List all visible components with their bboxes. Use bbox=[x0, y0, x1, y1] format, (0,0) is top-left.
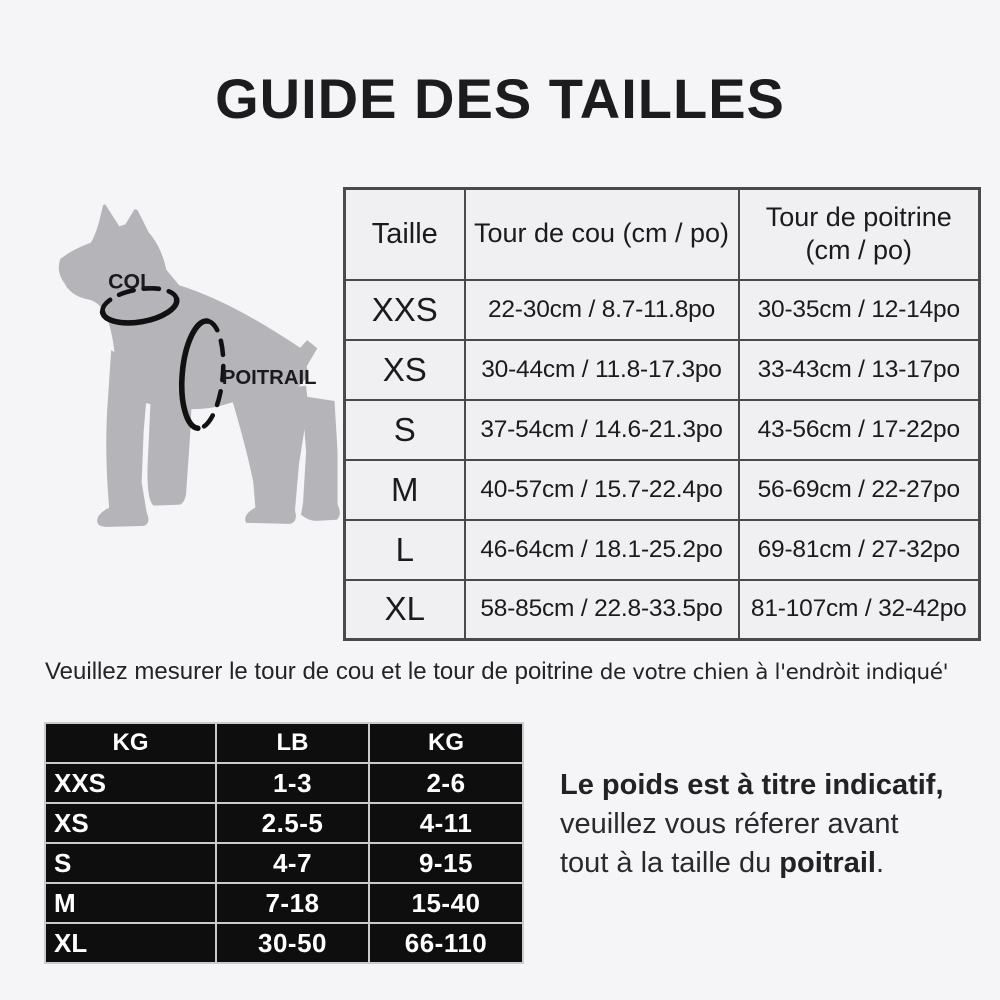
table-row bbox=[345, 340, 980, 400]
chest-value: 56-69cm / 22-27po bbox=[739, 460, 980, 520]
weight-note-line3-post: . bbox=[875, 847, 884, 879]
chest-value: 30-35cm / 12-14po bbox=[739, 280, 980, 340]
weight-lb-value: 4-7 bbox=[216, 843, 369, 883]
weight-lb-value: 1-3 bbox=[216, 763, 369, 803]
size-label: XXS bbox=[345, 280, 465, 340]
weight-header-kg-2: KG bbox=[369, 723, 523, 763]
table-row bbox=[45, 763, 523, 803]
chest-value: 81-107cm / 32-42po bbox=[739, 580, 980, 640]
table-row bbox=[45, 923, 523, 963]
weight-note-line2: veuillez vous réferer avant bbox=[560, 808, 899, 840]
weight-note-line3-bold: poitrail bbox=[779, 847, 876, 879]
size-label: XL bbox=[345, 580, 465, 640]
neck-value: 30-44cm / 11.8-17.3po bbox=[465, 340, 739, 400]
table-row bbox=[45, 843, 523, 883]
neck-value: 37-54cm / 14.6-21.3po bbox=[465, 400, 739, 460]
weight-kg-value: 15-40 bbox=[369, 883, 523, 923]
weight-table bbox=[44, 722, 524, 964]
dog-hind-leg bbox=[230, 386, 308, 524]
weight-size-label: XXS bbox=[45, 763, 216, 803]
header-tour-de-poitrine: Tour de poitrine (cm / po) bbox=[739, 189, 980, 280]
table-row bbox=[45, 803, 523, 843]
measuring-note bbox=[45, 658, 975, 686]
size-label: XS bbox=[345, 340, 465, 400]
weight-kg-value: 9-15 bbox=[369, 843, 523, 883]
measuring-note-part1: Veuillez mesurer le tour de cou et le tour de poitrine bbox=[45, 658, 594, 685]
table-row bbox=[345, 280, 980, 340]
chest-value: 33-43cm / 13-17po bbox=[739, 340, 980, 400]
table-row bbox=[345, 400, 980, 460]
weight-size-label: XL bbox=[45, 923, 216, 963]
header-taille: Taille bbox=[345, 189, 465, 280]
weight-size-label: M bbox=[45, 883, 216, 923]
table-row bbox=[345, 580, 980, 640]
dog-front-leg bbox=[97, 350, 149, 527]
size-table bbox=[343, 187, 981, 641]
neck-value: 46-64cm / 18.1-25.2po bbox=[465, 520, 739, 580]
dog-silhouette bbox=[52, 198, 347, 533]
size-label: L bbox=[345, 520, 465, 580]
weight-size-label: S bbox=[45, 843, 216, 883]
weight-note-line1: Le poids est à titre indicatif, bbox=[560, 769, 944, 801]
dog-front-leg-far bbox=[147, 376, 192, 506]
page-title: GUIDE DES TAILLES bbox=[215, 67, 785, 130]
collar-label: COL bbox=[108, 269, 154, 294]
size-label: M bbox=[345, 460, 465, 520]
neck-value: 58-85cm / 22.8-33.5po bbox=[465, 580, 739, 640]
weight-kg-value: 4-11 bbox=[369, 803, 523, 843]
size-label: S bbox=[345, 400, 465, 460]
chest-value: 69-81cm / 27-32po bbox=[739, 520, 980, 580]
neck-value: 40-57cm / 15.7-22.4po bbox=[465, 460, 739, 520]
header-tour-de-cou: Tour de cou (cm / po) bbox=[465, 189, 739, 280]
neck-value: 22-30cm / 8.7-11.8po bbox=[465, 280, 739, 340]
weight-kg-value: 2-6 bbox=[369, 763, 523, 803]
weight-lb-value: 7-18 bbox=[216, 883, 369, 923]
weight-lb-value: 2.5-5 bbox=[216, 803, 369, 843]
table-row bbox=[345, 460, 980, 520]
dog-hind-leg-far bbox=[301, 396, 340, 521]
weight-indicative-note bbox=[560, 766, 990, 883]
chest-value: 43-56cm / 17-22po bbox=[739, 400, 980, 460]
weight-lb-value: 30-50 bbox=[216, 923, 369, 963]
chest-label: POITRAIL bbox=[221, 366, 317, 389]
weight-header-lb: LB bbox=[216, 723, 369, 763]
weight-size-label: XS bbox=[45, 803, 216, 843]
weight-note-line3-pre: tout à la taille du bbox=[560, 847, 780, 879]
weight-header-kg-1: KG bbox=[45, 723, 216, 763]
weight-table-header-row bbox=[45, 723, 523, 763]
measuring-note-part2: de votre chien à l'endròit indiqué' bbox=[593, 660, 949, 685]
table-row bbox=[345, 520, 980, 580]
dog-measurement-diagram bbox=[52, 198, 347, 533]
size-table-header-row bbox=[345, 189, 980, 280]
table-row bbox=[45, 883, 523, 923]
weight-kg-value: 66-110 bbox=[369, 923, 523, 963]
